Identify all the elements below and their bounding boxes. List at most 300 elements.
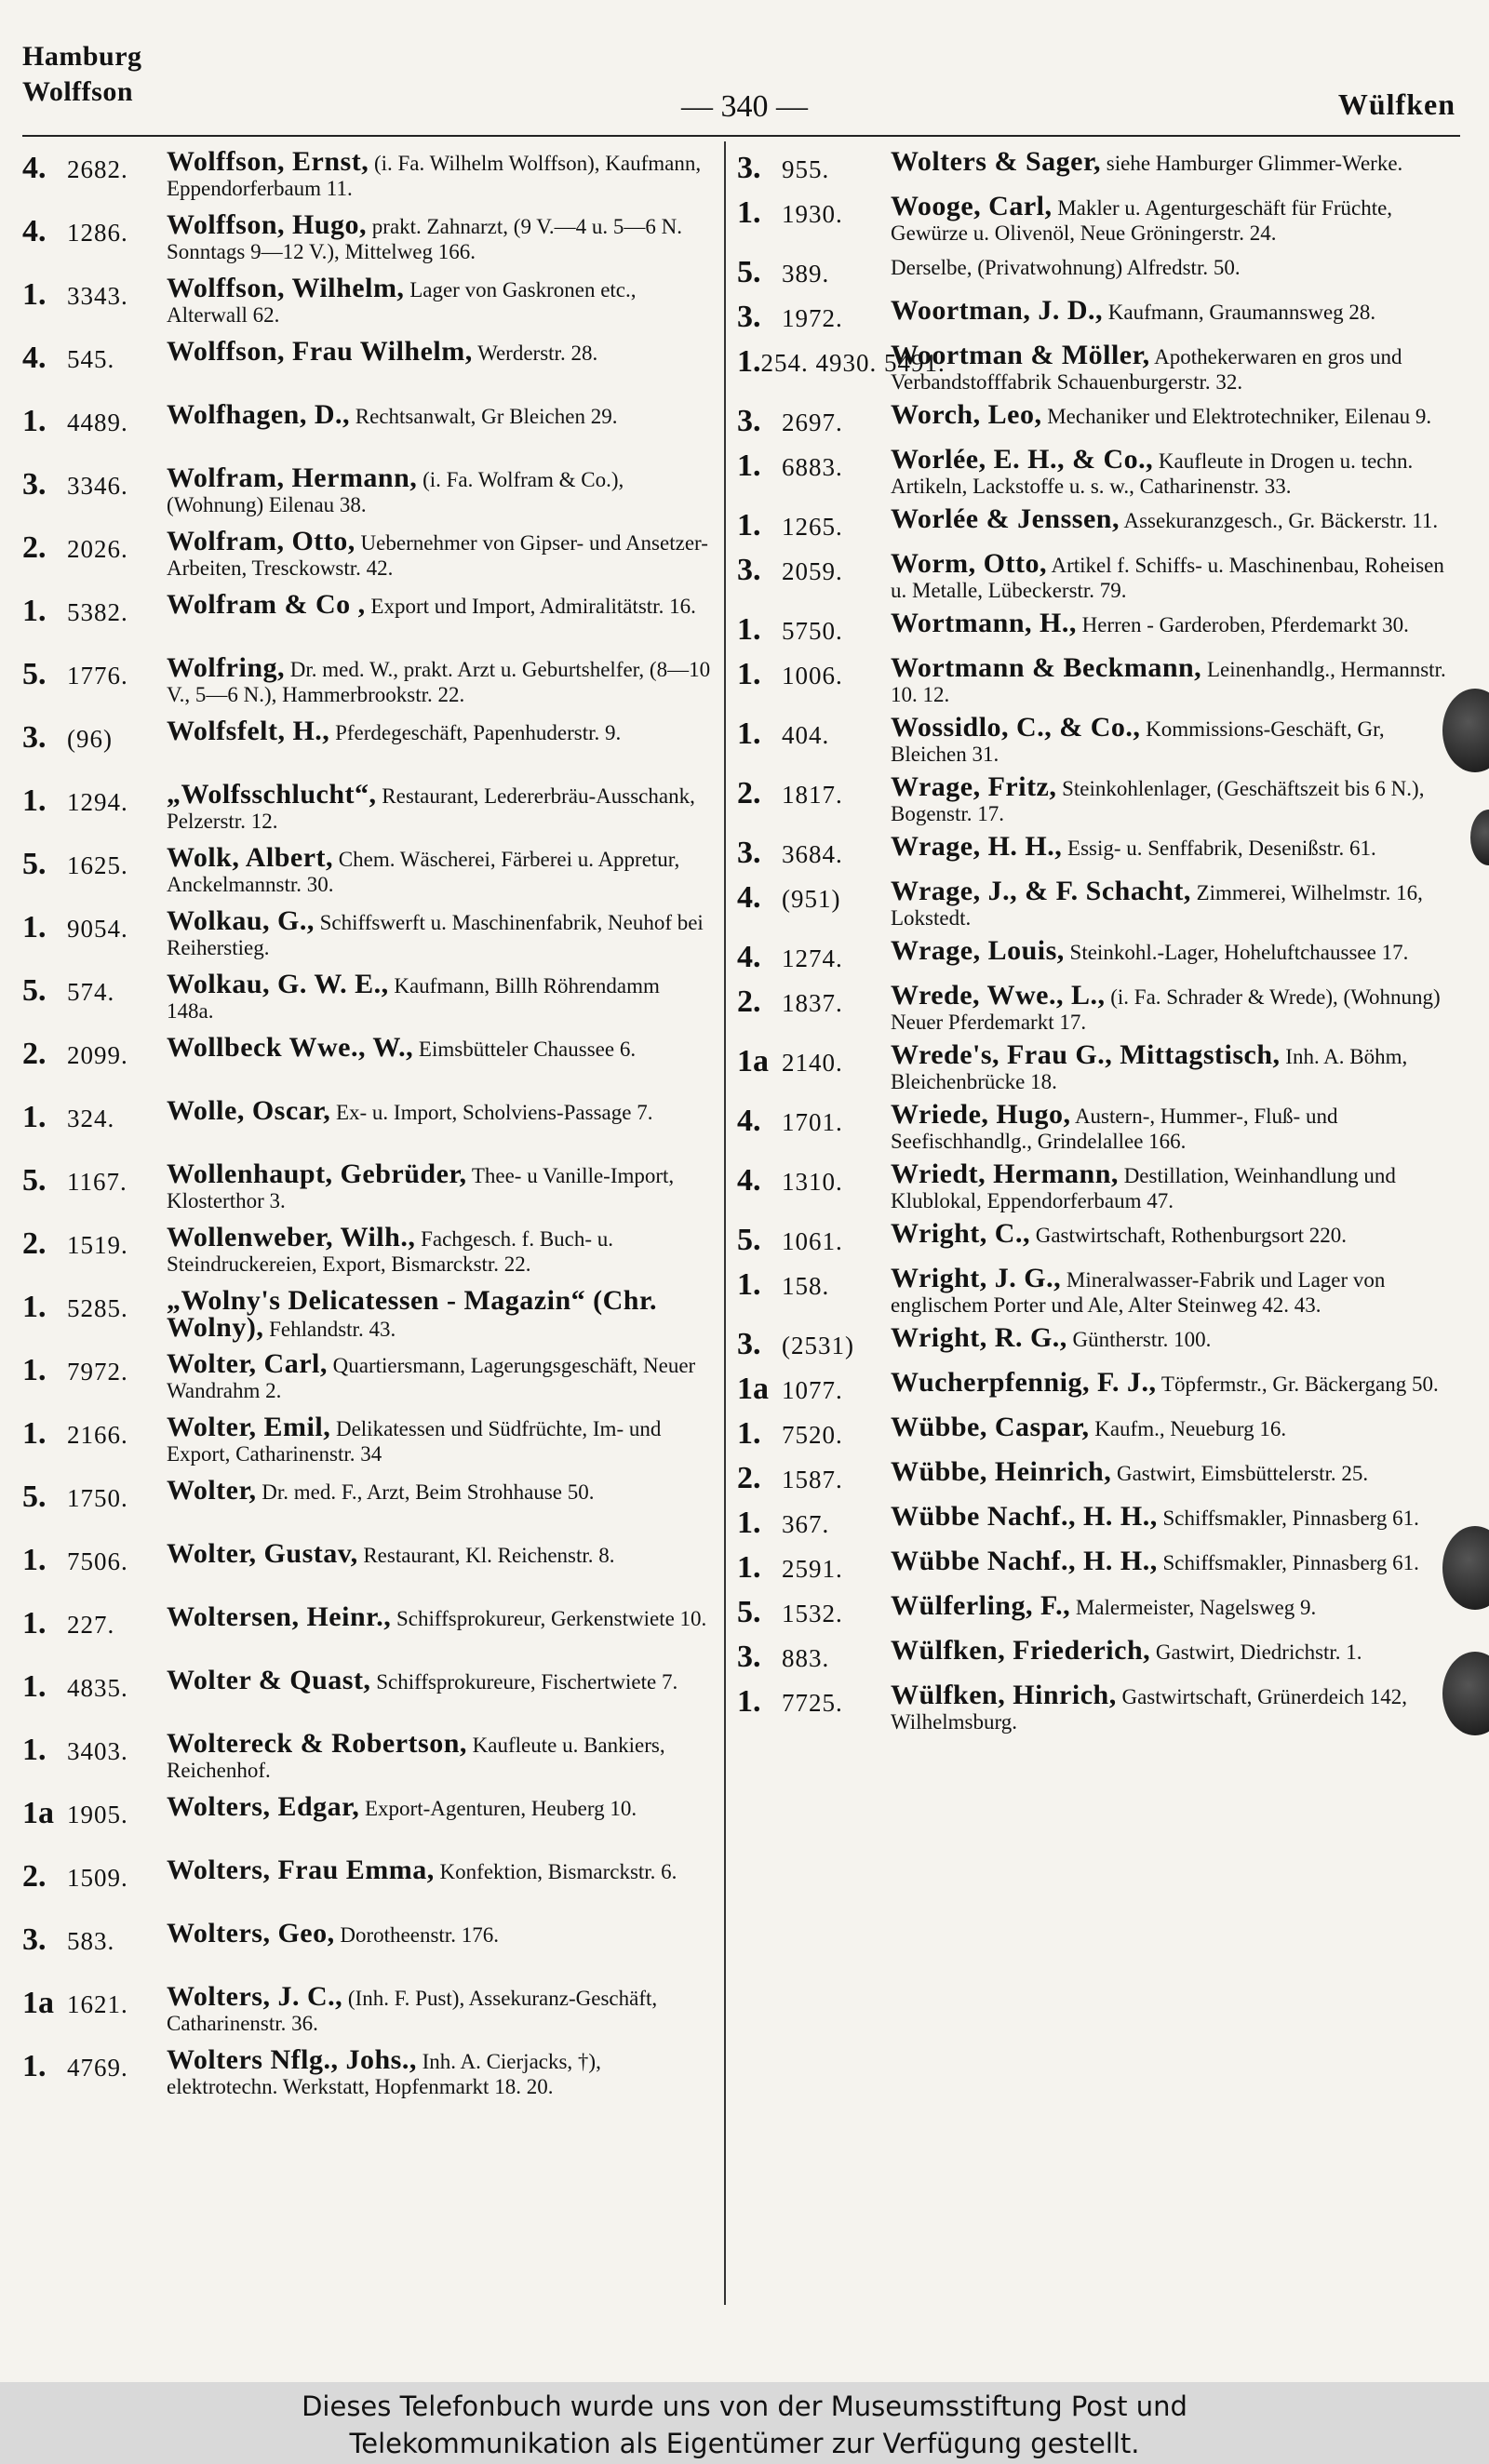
- exchange-code: 1.: [737, 449, 761, 483]
- subscriber-details: Restaurant, Kl. Reichenstr. 8.: [363, 1544, 615, 1567]
- entry-text: [167, 1918, 711, 1976]
- subscriber-details: Destillation, Weinhandlung und Klublokal, Eppendorferbaum 47.: [891, 1164, 1396, 1212]
- line-number: 1776.: [67, 662, 128, 690]
- subscriber-details: Gastwirt, Eimsbüttelerstr. 25.: [1116, 1462, 1369, 1485]
- directory-entry: [737, 253, 1461, 290]
- subscriber-name: Wollenweber, Wilh.,: [167, 1222, 416, 1252]
- subscriber-name: Woltersen, Heinr.,: [167, 1601, 392, 1632]
- phone-number: [22, 2047, 167, 2103]
- phone-number: [737, 715, 891, 767]
- exchange-code: 2.: [22, 1037, 47, 1071]
- phone-number: [22, 1667, 167, 1723]
- subscriber-details: Derselbe, (Privatwohnung) Alfredstr. 50.: [891, 256, 1241, 279]
- last-entry-word: Wülfken: [1337, 87, 1455, 121]
- entry-text: [891, 712, 1461, 767]
- line-number: 1817.: [782, 781, 843, 809]
- directory-entry: [22, 842, 711, 901]
- subscriber-name: Wrage, J., & F. Schacht,: [891, 876, 1191, 906]
- subscriber-details: Quartiersmann, Lagerungsgeschäft, Neuer Wandrahm 2.: [167, 1354, 696, 1402]
- line-number: 1905.: [67, 1801, 128, 1828]
- subscriber-name: Wolfring,: [167, 652, 286, 683]
- subscriber-details: Kaufmann, Graumannsweg 28.: [1107, 301, 1376, 324]
- phone-number: [737, 1682, 891, 1734]
- phone-number: [737, 1102, 891, 1154]
- entry-text: [167, 718, 711, 774]
- directory-entry: [737, 1682, 1461, 1734]
- line-number: 158.: [782, 1272, 830, 1300]
- subscriber-details: Güntherstr. 100.: [1072, 1328, 1212, 1351]
- line-number: (96): [67, 725, 113, 753]
- entry-text: [167, 1348, 711, 1407]
- subscriber-name: Woortman & Möller,: [891, 340, 1150, 370]
- exchange-code: 1.: [737, 612, 761, 647]
- line-number: 1310.: [782, 1168, 843, 1196]
- entry-text: [891, 1099, 1461, 1154]
- subscriber-details: Dr. med. F., Arzt, Beim Strohhause 50.: [262, 1480, 595, 1504]
- directory-entry: [737, 1158, 1461, 1213]
- phone-number: [737, 194, 891, 246]
- directory-entry: [737, 1322, 1461, 1362]
- exchange-code: 1.: [737, 1506, 761, 1540]
- directory-entry: [22, 1414, 711, 1470]
- subscriber-name: Wolfram, Otto,: [167, 526, 355, 556]
- entry-text: [891, 1590, 1461, 1630]
- exchange-code: 1.: [737, 1267, 761, 1302]
- subscriber-details: Restaurant, Ledererbräu-Ausschank, Pelzerstr. 12.: [167, 784, 695, 833]
- directory-entry: [22, 336, 711, 395]
- phone-number: [22, 1984, 167, 2040]
- exchange-code: 3.: [737, 1640, 761, 1674]
- line-number: 389.: [782, 260, 830, 288]
- subscriber-details: Austern-, Hummer-, Fluß- und Seefischhandlg., Grindelallee 166.: [891, 1105, 1338, 1153]
- exchange-code: 3.: [22, 1922, 47, 1957]
- directory-entry: [22, 462, 711, 521]
- line-number: 545.: [67, 345, 115, 373]
- subscriber-name: Woortman, J. D.,: [891, 295, 1103, 326]
- subscriber-details: Zimmerei, Wilhelmstr. 16, Lokstedt.: [891, 881, 1423, 930]
- exchange-code: 4.: [22, 151, 47, 185]
- subscriber-details: Werderstr. 28.: [477, 341, 598, 365]
- phone-number: [737, 342, 946, 395]
- directory-entry: [737, 1456, 1461, 1496]
- subscriber-details: (i. Fa. Wilhelm Wolffson), Kaufmann, Eppendorferbaum 11.: [167, 152, 702, 200]
- directory-entry: [737, 1590, 1461, 1630]
- exchange-code: 1.: [737, 657, 761, 691]
- subscriber-details: Schiffsmakler, Pinnasberg 61.: [1162, 1551, 1419, 1574]
- entry-text: [167, 146, 711, 205]
- entry-text: [167, 589, 711, 648]
- exchange-code: 1.: [22, 594, 47, 628]
- subscriber-details: Artikel f. Schiffs- u. Maschinenbau, Roheisen u. Metalle, Lübeckerstr. 79.: [891, 554, 1444, 602]
- entry-text: [167, 1728, 711, 1787]
- line-number: 1077.: [782, 1376, 843, 1404]
- line-number: 2591.: [782, 1555, 843, 1583]
- phone-number: [737, 834, 891, 871]
- phone-number: [737, 610, 891, 648]
- phone-number: [22, 1857, 167, 1913]
- line-number: 1274.: [782, 944, 843, 972]
- line-number: 1972.: [782, 304, 843, 332]
- notice-line-2: Telekommunikation als Eigentümer zur Verfügung gestellt.: [349, 2428, 1140, 2459]
- subscriber-name: Wolters Nflg., Johs.,: [167, 2044, 417, 2075]
- line-number: 1265.: [782, 513, 843, 541]
- subscriber-name: Wolter, Emil,: [167, 1412, 331, 1442]
- entry-text: [167, 399, 711, 458]
- subscriber-name: Wülfken, Hinrich,: [891, 1680, 1117, 1710]
- subscriber-name: Wolk, Albert,: [167, 842, 334, 873]
- directory-entry: [22, 275, 711, 331]
- directory-entry: [22, 718, 711, 774]
- phone-number: [737, 1265, 891, 1318]
- directory-entry: [22, 905, 711, 964]
- phone-number: [22, 1921, 167, 1976]
- directory-entry: [22, 779, 711, 837]
- subscriber-details: Mechaniker und Elektrotechniker, Eilenau 9.: [1047, 405, 1432, 428]
- directory-entry: [22, 209, 711, 268]
- exchange-code: 2.: [22, 1226, 47, 1261]
- directory-entry: [737, 1218, 1461, 1258]
- subscriber-name: Wolter,: [167, 1475, 257, 1506]
- exchange-code: 5.: [737, 1595, 761, 1629]
- entry-text: [891, 295, 1461, 335]
- phone-number: [737, 938, 891, 975]
- subscriber-name: Wolter & Quast,: [167, 1665, 371, 1695]
- line-number: 367.: [782, 1510, 830, 1538]
- line-number: 1294.: [67, 788, 128, 816]
- line-number: 5750.: [782, 617, 843, 645]
- subscriber-name: Wübbe Nachf., H. H.,: [891, 1501, 1158, 1532]
- exchange-code: 4.: [737, 880, 761, 915]
- phone-number: [22, 908, 167, 964]
- entry-text: [167, 1158, 711, 1217]
- subscriber-details: Essig- u. Senffabrik, Desenißstr. 61.: [1067, 837, 1376, 860]
- phone-number: [737, 1414, 891, 1452]
- phone-number: [737, 149, 891, 186]
- subscriber-name: Wollbeck Wwe., W.,: [167, 1032, 414, 1063]
- subscriber-details: Gastwirtschaft, Rothenburgsort 220.: [1035, 1224, 1348, 1247]
- phone-number: [22, 1288, 167, 1344]
- subscriber-details: Export-Agenturen, Heuberg 10.: [364, 1797, 637, 1820]
- line-number: 1625.: [67, 851, 128, 879]
- subscriber-name: Wülfken, Friederich,: [891, 1635, 1151, 1666]
- ownership-notice: [0, 2382, 1489, 2464]
- entry-text: [891, 610, 1461, 648]
- subscriber-details: Ex- u. Import, Scholviens-Passage 7.: [335, 1101, 653, 1124]
- directory-entry: [737, 1099, 1461, 1154]
- subscriber-details: Export und Import, Admiralitätstr. 16.: [370, 595, 696, 618]
- exchange-code: 1.: [22, 1669, 47, 1704]
- entry-text: [891, 146, 1461, 186]
- entry-text: [891, 548, 1461, 603]
- exchange-code: 1.: [737, 1684, 761, 1719]
- left-column: [22, 146, 711, 2110]
- line-number: 2140.: [782, 1049, 843, 1077]
- phone-number: [22, 1541, 167, 1597]
- exchange-code: 2.: [22, 1859, 47, 1894]
- phone-number: [737, 506, 891, 543]
- entry-text: [891, 980, 1461, 1035]
- exchange-code: 3.: [737, 1327, 761, 1361]
- exchange-code: 1a: [737, 1044, 769, 1078]
- directory-entry: [737, 503, 1461, 543]
- entry-text: [891, 1218, 1461, 1258]
- subscriber-details: Makler u. Agenturgeschäft für Früchte, Gewürze u. Olivenöl, Neue Gröningerstr. 24.: [891, 196, 1393, 245]
- directory-entry: [737, 771, 1461, 826]
- phone-number: [737, 1593, 891, 1630]
- directory-entry: [737, 399, 1461, 439]
- subscriber-name: Wübbe, Heinrich,: [891, 1456, 1112, 1487]
- phone-number: [737, 1042, 891, 1094]
- line-number: 404.: [782, 721, 830, 749]
- phone-number: [737, 1504, 891, 1541]
- line-number: 2697.: [782, 408, 843, 436]
- exchange-code: 4.: [737, 1163, 761, 1198]
- subscriber-name: Wolters, Geo,: [167, 1918, 335, 1948]
- directory-entry: [22, 1857, 711, 1913]
- phone-number: [22, 1098, 167, 1154]
- subscriber-details: Dorotheenstr. 176.: [340, 1923, 499, 1947]
- subscriber-name: Wrage, Fritz,: [891, 771, 1057, 802]
- line-number: 4769.: [67, 2054, 128, 2082]
- directory-entry: [22, 971, 711, 1027]
- line-number: (951): [782, 885, 841, 913]
- line-number: 3346.: [67, 472, 128, 500]
- subscriber-details: Apothekerwaren en gros und Verbandstofffabrik Schauenburgerstr. 32.: [891, 345, 1402, 394]
- line-number: 3403.: [67, 1737, 128, 1765]
- subscriber-details: Gastwirt, Diedrichstr. 1.: [1155, 1640, 1362, 1664]
- subscriber-details: Kaufleute in Drogen u. techn. Artikeln, Lackstoffe u. s. w., Catharinenstr. 33.: [891, 449, 1414, 498]
- phone-number: [22, 465, 167, 521]
- entry-text: [891, 191, 1461, 246]
- subscriber-name: Wolter, Carl,: [167, 1348, 328, 1379]
- exchange-code: 5.: [22, 657, 47, 691]
- entry-text: [891, 771, 1461, 826]
- exchange-code: 1a: [22, 1796, 54, 1830]
- line-number: 4489.: [67, 408, 128, 436]
- entry-text: [891, 444, 1461, 499]
- entry-text: [167, 275, 711, 331]
- exchange-code: 5.: [737, 1223, 761, 1257]
- line-number: 2059.: [782, 557, 843, 585]
- directory-entry: [22, 1791, 711, 1850]
- line-number: 883.: [782, 1644, 830, 1672]
- subscriber-details: Steinkohlenlager, (Geschäftszeit bis 6 N.), Bogenstr. 17.: [891, 777, 1425, 825]
- subscriber-details: siehe Hamburger Glimmer-Werke.: [1106, 152, 1403, 175]
- subscriber-details: Delikatessen und Südfrüchte, Im- und Export, Catharinenstr. 34: [167, 1417, 662, 1466]
- entry-text: [891, 1548, 1461, 1586]
- line-number: 1519.: [67, 1231, 128, 1259]
- entry-text: [891, 935, 1461, 975]
- exchange-code: 2.: [737, 1461, 761, 1495]
- directory-entry: [22, 1667, 711, 1723]
- subscriber-details: Inh. A. Böhm, Bleichenbrücke 18.: [891, 1045, 1408, 1093]
- phone-number: [22, 782, 167, 837]
- line-number: 9054.: [67, 915, 128, 943]
- phone-number: [737, 298, 891, 335]
- phone-number: [22, 1035, 167, 1091]
- directory-entry: [22, 526, 711, 584]
- line-number: 7506.: [67, 1547, 128, 1575]
- phone-number: [737, 253, 891, 290]
- phone-number: [22, 275, 167, 331]
- subscriber-name: Wright, C.,: [891, 1218, 1030, 1249]
- exchange-code: 5.: [737, 255, 761, 289]
- phone-number: [22, 845, 167, 901]
- directory-entry: [22, 1158, 711, 1217]
- subscriber-name: Worlée & Jenssen,: [891, 503, 1120, 534]
- punch-hole: [1470, 810, 1489, 865]
- line-number: 254. 4930. 5491.: [760, 349, 946, 377]
- subscriber-name: Wucherpfennig, F. J.,: [891, 1367, 1157, 1398]
- subscriber-details: Schiffsmakler, Pinnasberg 61.: [1162, 1507, 1419, 1530]
- subscriber-details: Schiffsprokureur, Gerkenstwiete 10.: [396, 1607, 707, 1630]
- directory-entry: [22, 1222, 711, 1280]
- phone-number: [737, 1325, 891, 1362]
- line-number: 1532.: [782, 1600, 843, 1627]
- exchange-code: 5.: [22, 1163, 47, 1198]
- exchange-code: 1.: [22, 277, 47, 312]
- entry-text: [167, 1667, 711, 1723]
- phone-number: [22, 149, 167, 205]
- entry-text: [891, 1635, 1461, 1675]
- exchange-code: 3.: [737, 836, 761, 870]
- subscriber-name: Woltereck & Robertson,: [167, 1728, 467, 1759]
- line-number: 1701.: [782, 1108, 843, 1136]
- subscriber-name: Wolters, J. C.,: [167, 1981, 343, 2012]
- entry-text: [167, 1538, 711, 1597]
- subscriber-details: Kaufm., Neueburg 16.: [1094, 1417, 1287, 1440]
- subscriber-details: Kaufleute u. Bankiers, Reichenhof.: [167, 1734, 665, 1782]
- line-number: 7725.: [782, 1689, 843, 1717]
- directory-entry: [737, 444, 1461, 499]
- subscriber-name: Wolters, Edgar,: [167, 1791, 360, 1822]
- subscriber-details: Steinkohl.-Lager, Hoheluftchaussee 17.: [1069, 941, 1409, 964]
- directory-entry: [22, 1285, 711, 1344]
- subscriber-details: Pferdegeschäft, Papenhuderstr. 9.: [335, 721, 622, 744]
- directory-entry: [737, 712, 1461, 767]
- subscriber-details: Konfektion, Bismarckstr. 6.: [439, 1860, 677, 1883]
- entry-text: [167, 1414, 711, 1470]
- line-number: 5285.: [67, 1294, 128, 1322]
- directory-entry: [737, 935, 1461, 975]
- directory-entry: [737, 831, 1461, 871]
- line-number: 2166.: [67, 1421, 128, 1449]
- subscriber-name: Wolfram & Co ,: [167, 589, 366, 620]
- entry-text: [167, 1981, 711, 2040]
- subscriber-name: Wrede's, Frau G., Mittagstisch,: [891, 1039, 1281, 1070]
- entry-text: [167, 209, 711, 268]
- line-number: 4835.: [67, 1674, 128, 1702]
- directory-entry: [737, 191, 1461, 246]
- phone-number: [737, 447, 891, 499]
- line-number: 1061.: [782, 1227, 843, 1255]
- subscriber-name: Wriedt, Hermann,: [891, 1158, 1119, 1189]
- entry-text: [167, 1601, 711, 1660]
- subscriber-name: Wright, J. G.,: [891, 1263, 1062, 1293]
- exchange-code: 1.: [22, 1733, 47, 1767]
- line-number: 955.: [782, 155, 830, 183]
- column-divider: [724, 141, 726, 2305]
- directory-entry: [22, 1981, 711, 2040]
- exchange-code: 2.: [737, 776, 761, 810]
- city-heading: Hamburg: [22, 41, 142, 72]
- subscriber-name: Wolfhagen, D.,: [167, 399, 351, 430]
- subscriber-details: Lager von Gaskronen etc., Alterwall 62.: [167, 278, 637, 327]
- line-number: 1509.: [67, 1864, 128, 1892]
- directory-entry: [22, 1475, 711, 1533]
- exchange-code: 1.: [22, 1353, 47, 1387]
- subscriber-name: Wolffson, Frau Wilhelm,: [167, 336, 473, 367]
- directory-entry: [737, 1039, 1461, 1094]
- directory-entry: [22, 1728, 711, 1787]
- subscriber-name: Wooge, Carl,: [891, 191, 1053, 221]
- line-number: 574.: [67, 978, 115, 1006]
- directory-entry: [737, 1501, 1461, 1541]
- phone-number: [737, 551, 891, 603]
- subscriber-name: Wolffson, Hugo,: [167, 209, 368, 240]
- entry-text: [891, 1158, 1461, 1213]
- line-number: 3684.: [782, 840, 843, 868]
- entry-text: [167, 971, 711, 1027]
- subscriber-details: Töpfermstr., Gr. Bäckergang 50.: [1160, 1373, 1439, 1396]
- entry-text: [167, 1791, 711, 1850]
- directory-entry: [737, 980, 1461, 1035]
- subscriber-details: (i. Fa. Schrader & Wrede), (Wohnung) Neuer Pferdemarkt 17.: [891, 985, 1441, 1034]
- entry-text: [891, 503, 1461, 543]
- entry-text: [167, 2044, 711, 2103]
- subscriber-name: Wriede, Hugo,: [891, 1099, 1071, 1130]
- entry-text: [891, 1456, 1461, 1496]
- exchange-code: 4.: [737, 940, 761, 974]
- subscriber-details: Fehlandstr. 43.: [269, 1318, 396, 1341]
- phone-number: [22, 1731, 167, 1787]
- line-number: 583.: [67, 1927, 115, 1955]
- exchange-code: 1a: [737, 1372, 769, 1406]
- exchange-code: 1.: [22, 404, 47, 438]
- entry-text: [167, 905, 711, 964]
- exchange-code: 3.: [737, 300, 761, 334]
- phone-number: [737, 402, 891, 439]
- subscriber-details: prakt. Zahnarzt, (9 V.—4 u. 5—6 N. Sonntags 9—12 V.), Mittelweg 166.: [167, 215, 683, 263]
- line-number: 7972.: [67, 1358, 128, 1386]
- directory-entry: [737, 1367, 1461, 1407]
- subscriber-name: Wrage, H. H.,: [891, 831, 1063, 862]
- phone-number: [22, 718, 167, 774]
- line-number: 1587.: [782, 1466, 843, 1493]
- directory-entry: [22, 652, 711, 711]
- phone-number: [737, 1161, 891, 1213]
- subscriber-name: Wolkau, G.,: [167, 905, 315, 936]
- directory-entry: [22, 146, 711, 205]
- subscriber-name: „Wolny's Delicatessen - Magazin“ (Chr. Wolny),: [167, 1285, 658, 1343]
- exchange-code: 1.: [737, 344, 761, 379]
- entry-text: [891, 1039, 1461, 1094]
- exchange-code: 1a: [22, 1986, 54, 2020]
- subscriber-name: Wolfram, Hermann,: [167, 462, 418, 493]
- subscriber-name: Wolters & Sager,: [891, 146, 1102, 177]
- line-number: 1621.: [67, 1990, 128, 2018]
- subscriber-details: Dr. med. W., prakt. Arzt u. Geburtshelfer, (8—10 V., 5—6 N.), Hammerbrookstr. 22.: [167, 658, 711, 706]
- phone-number: [737, 983, 891, 1035]
- line-number: 1167.: [67, 1168, 127, 1196]
- first-entry-word: Wolffson: [22, 76, 134, 107]
- phone-number: [22, 402, 167, 458]
- entry-text: [891, 1265, 1461, 1318]
- directory-entry: [22, 399, 711, 458]
- exchange-code: 4.: [22, 214, 47, 248]
- directory-entry: [737, 1265, 1461, 1318]
- subscriber-details: Schiffswerft u. Maschinenfabrik, Neuhof bei Reiherstieg.: [167, 911, 704, 959]
